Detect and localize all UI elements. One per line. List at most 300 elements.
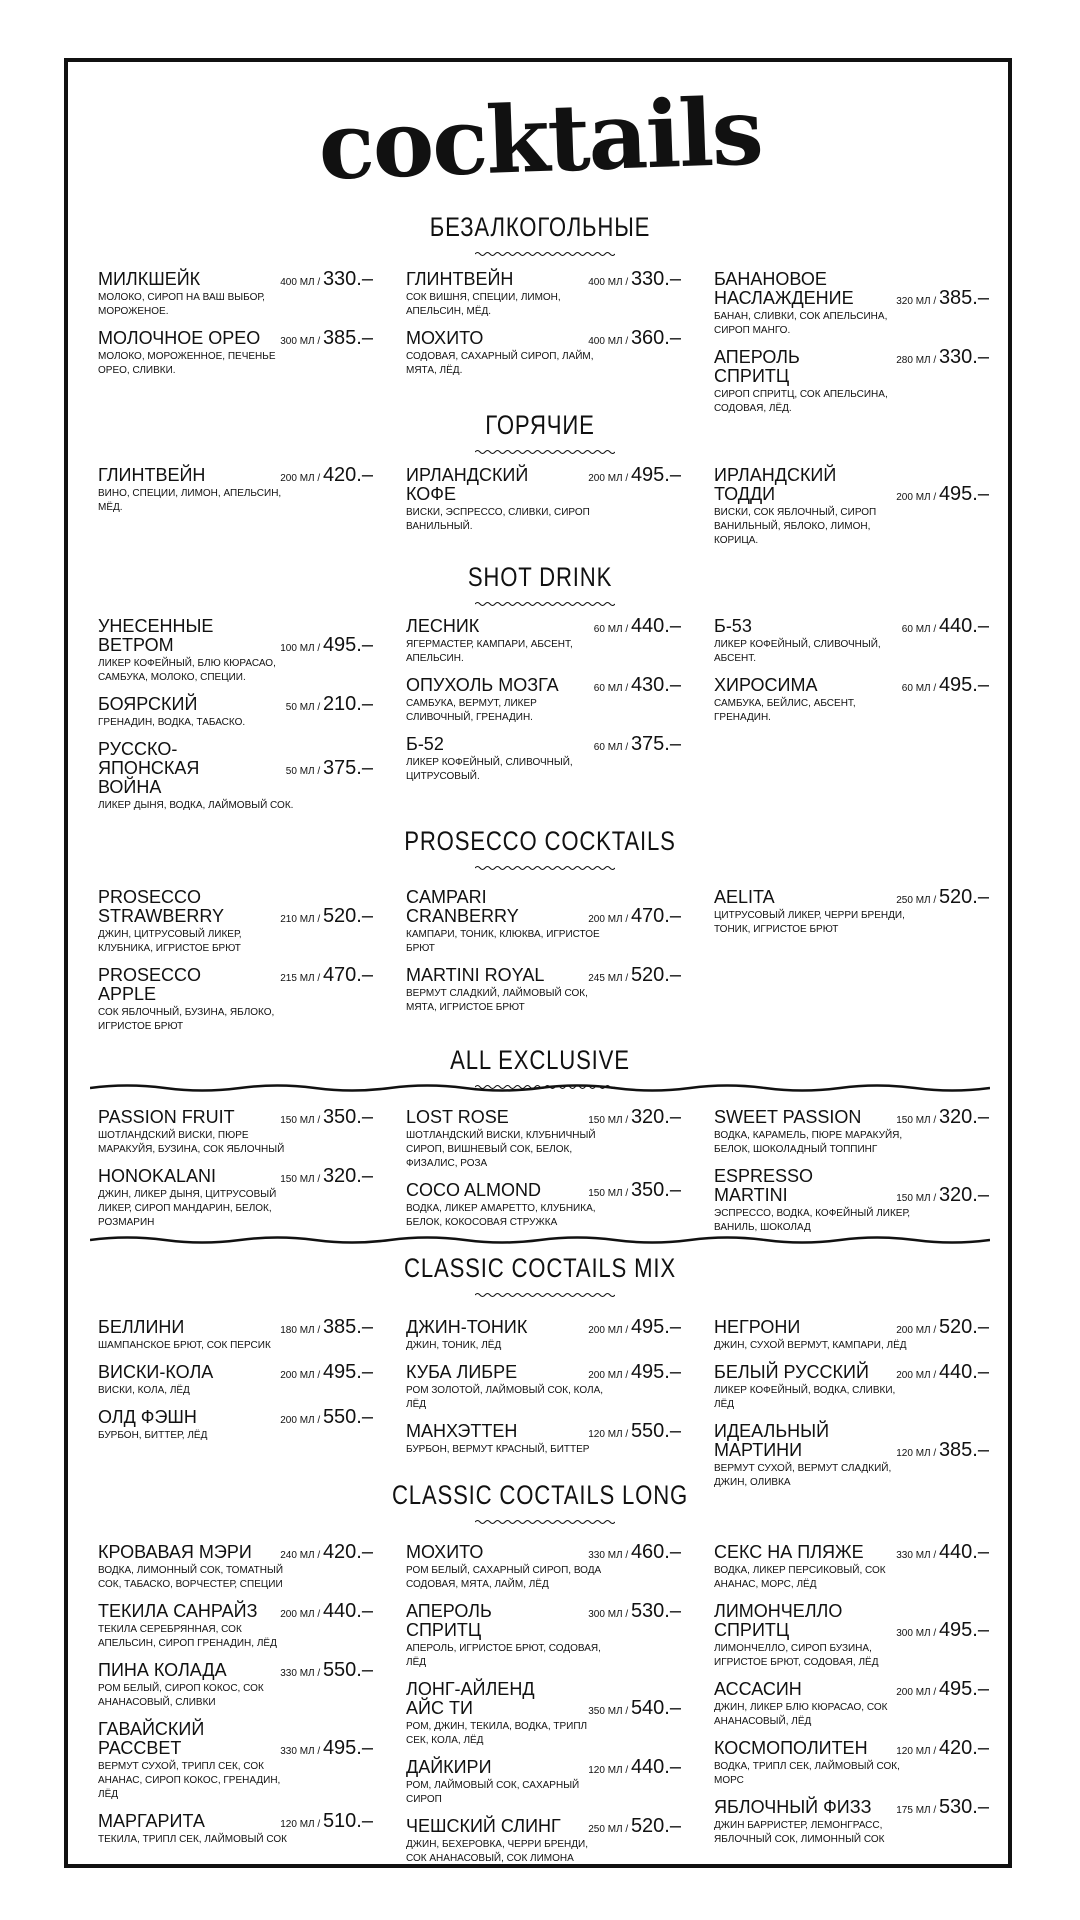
item-price: 430.– [630,674,681,696]
item-price-block [280,1165,373,1188]
item-volume: 350 МЛ / [588,1706,631,1717]
item-name: ГЛИНТВЕЙН [98,465,206,485]
item-volume: 200 МЛ / [896,1687,939,1698]
item-ingredients: ДЖИН, СУХОЙ ВЕРМУТ, КАМПАРИ, ЛЁД [714,1340,907,1351]
item-ingredients: БУРБОН, БИТТЕР, ЛЁД [98,1430,208,1441]
item-name: Б-53 [714,616,752,636]
item-price: 330.– [938,346,989,368]
item-name: ТЕКИЛА САНРАЙЗ [98,1601,258,1621]
menu-column [98,617,373,823]
menu-column [406,270,681,388]
menu-item [714,466,989,548]
item-price-block [588,1756,681,1779]
item-price-block [594,733,681,756]
item-price-block [896,1541,989,1564]
item-price: 320.– [938,1184,989,1206]
item-ingredients: ЛИКЕР ДЫНЯ, ВОДКА, ЛАЙМОВЫЙ СОК. [98,800,294,811]
item-price: 495.– [630,1316,681,1338]
item-name: CAMPARI CRANBERRY [406,887,519,926]
item-price: 350.– [322,1106,373,1128]
item-price-block [588,464,681,487]
item-ingredients: ВЕРМУТ СУХОЙ, ТРИПЛ СЕК, СОК АНАНАС, СИРОП КОКОС, ГРЕНАДИН, ЛЁД [98,1761,281,1800]
menu-column [714,1543,989,1857]
item-ingredients: ДЖИН, ЛИКЕР БЛЮ КЮРАСАО, СОК АНАНАСОВЫЙ, ЛЁД [714,1702,888,1727]
item-price: 495.– [938,483,989,505]
item-ingredients: ВОДКА, ТРИПЛ СЕК, ЛАЙМОВЫЙ СОК, МОРС [714,1761,900,1786]
item-name: АССАСИН [714,1679,802,1699]
section-title: ALL EXCLUSIVE [450,1045,630,1075]
item-price: 385.– [938,1439,989,1461]
item-price: 530.– [938,1796,989,1818]
item-price: 495.– [630,1361,681,1383]
menu-column [406,888,681,1025]
item-ingredients: ГРЕНАДИН, ВОДКА, ТАБАСКО. [98,717,246,728]
item-volume: 245 МЛ / [588,973,631,984]
item-ingredients: ВОДКА, ЛИКЕР ПЕРСИКОВЫЙ, СОК АНАНАС, МОРС, ЛЁД [714,1565,886,1590]
menu-item [406,966,681,1015]
item-ingredients: ДЖИН, ЛИКЕР ДЫНЯ, ЦИТРУСОВЫЙ ЛИКЕР, СИРОП МАНДАРИН, БЕЛОК, РОЗМАРИН [98,1189,277,1228]
item-name: LOST ROSE [406,1107,509,1127]
item-ingredients: АПЕРОЛЬ, ИГРИСТОЕ БРЮТ, СОДОВАЯ, ЛЁД [406,1643,601,1668]
item-name: АПЕРОЛЬ СПРИТЦ [714,347,800,386]
item-price-block [902,615,989,638]
menu-item [406,676,681,725]
menu-item [714,676,989,725]
menu-item [406,1318,681,1353]
item-name: КРОВАВАЯ МЭРИ [98,1542,252,1562]
item-price: 495.– [630,464,681,486]
menu-item [406,1181,681,1230]
item-price: 495.– [322,634,373,656]
item-ingredients: ЛИКЕР КОФЕЙНЫЙ, СЛИВОЧНЫЙ, ЦИТРУСОВЫЙ. [406,757,573,782]
menu-column [406,1318,681,1467]
item-price-block [280,1361,373,1384]
menu-item [406,1363,681,1412]
item-price-block [280,1406,373,1429]
menu-item [714,1363,989,1412]
item-price: 460.– [630,1541,681,1563]
item-name: КУБА ЛИБРЕ [406,1362,518,1382]
item-price-block [280,905,373,928]
section-title: ГОРЯЧИЕ [485,410,595,440]
menu-item [714,1798,989,1847]
menu-item [98,888,373,956]
item-volume: 150 МЛ / [588,1188,631,1199]
item-name: PASSION FRUIT [98,1107,235,1127]
item-volume: 400 МЛ / [280,277,323,288]
item-price-block [594,615,681,638]
item-price: 440.– [630,615,681,637]
item-name: БЕЛЫЙ РУССКИЙ [714,1362,869,1382]
item-volume: 150 МЛ / [280,1174,323,1185]
menu-item [98,329,373,378]
item-name: PROSECCO STRAWBERRY [98,887,225,926]
item-ingredients: САМБУКА, БЕЙЛИС, АБСЕНТ, ГРЕНАДИН. [714,698,856,723]
menu-column [714,1108,989,1245]
item-ingredients: РОМ, ЛАЙМОВЫЙ СОК, САХАРНЫЙ СИРОП [406,1780,580,1805]
menu-column [406,1108,681,1240]
item-name: УНЕСЕННЫЕ ВЕТРОМ [98,616,214,655]
item-volume: 200 МЛ / [280,473,323,484]
menu-item [406,1758,681,1807]
menu-column [406,466,681,544]
item-name: БОЯРСКИЙ [98,694,198,714]
item-ingredients: ВОДКА, ЛИКЕР АМАРЕТТО, КЛУБНИКА, БЕЛОК, КОКОСОВАЯ СТРУЖКА [406,1203,596,1228]
item-name: ГАВАЙСКИЙ РАССВЕТ [98,1719,205,1758]
item-price: 420.– [322,1541,373,1563]
menu-item [98,270,373,319]
item-price: 320.– [630,1106,681,1128]
item-price: 420.– [322,464,373,486]
item-price-block [280,964,373,987]
item-price: 495.– [938,1619,989,1641]
item-name: ПИНА КОЛАДА [98,1660,227,1680]
item-price: 440.– [630,1756,681,1778]
item-volume: 200 МЛ / [588,1325,631,1336]
menu-brand-title: cocktails [316,77,764,201]
menu-column [98,888,373,1044]
item-volume: 150 МЛ / [896,1193,939,1204]
menu-item [98,1408,373,1443]
item-name: СЕКС НА ПЛЯЖЕ [714,1542,864,1562]
menu-item [714,1602,989,1670]
item-price: 495.– [322,1361,373,1383]
item-volume: 60 МЛ / [593,742,631,753]
item-volume: 175 МЛ / [896,1805,939,1816]
menu-item [714,617,989,666]
item-price-block [280,1106,373,1129]
item-price: 550.– [322,1659,373,1681]
item-volume: 300 МЛ / [896,1628,939,1639]
menu-column [98,1108,373,1240]
exclusive-section-rule [90,1082,990,1094]
item-price-block [588,1541,681,1564]
item-ingredients: ДЖИН, ТОНИК, ЛЁД [406,1340,502,1351]
menu-column [406,617,681,794]
item-name: ДАЙКИРИ [406,1757,492,1777]
menu-item [406,1602,681,1670]
menu-column [98,1543,373,1857]
menu-item [406,466,681,534]
item-ingredients: ЛИКЕР КОФЕЙНЫЙ, СЛИВОЧНЫЙ, АБСЕНТ. [714,639,881,664]
item-ingredients: ДЖИН, ЦИТРУСОВЫЙ ЛИКЕР, КЛУБНИКА, ИГРИСТОЕ БРЮТ [98,929,242,954]
item-price-block [896,1737,989,1760]
item-volume: 200 МЛ / [896,492,939,503]
section-title: SHOT DRINK [467,562,613,592]
menu-item [98,1108,373,1157]
item-name: МОХИТО [406,1542,484,1562]
item-volume: 120 МЛ / [896,1448,939,1459]
item-ingredients: ВЕРМУТ СУХОЙ, ВЕРМУТ СЛАДКИЙ, ДЖИН, ОЛИВКА [714,1463,892,1488]
item-ingredients: БУРБОН, ВЕРМУТ КРАСНЫЙ, БИТТЕР [406,1444,590,1455]
item-name: COCO ALMOND [406,1180,542,1200]
item-name: ХИРОСИМА [714,675,818,695]
item-price: 385.– [938,287,989,309]
item-price-block [280,1600,373,1623]
menu-item [406,1817,681,1866]
item-volume: 150 МЛ / [588,1115,631,1126]
item-name: РУССКО-ЯПОНСКАЯ ВОЙНА [98,739,200,797]
menu-item [714,1318,989,1353]
menu-item [714,270,989,338]
item-price-block [588,1815,681,1838]
menu-item [714,888,989,937]
item-name: ЯБЛОЧНЫЙ ФИЗЗ [714,1797,872,1817]
menu-column [714,1318,989,1500]
section-title: CLASSIC COCTAILS MIX [404,1253,676,1283]
item-price: 470.– [630,905,681,927]
item-ingredients: СОК ЯБЛОЧНЫЙ, БУЗИНА, ЯБЛОКО, ИГРИСТОЕ БРЮТ [98,1007,275,1032]
item-volume: 250 МЛ / [896,895,939,906]
item-ingredients: ЯГЕРМАСТЕР, КАМПАРИ, АБСЕНТ, АПЕЛЬСИН. [406,639,573,664]
section-divider-squiggle [475,448,615,456]
item-name: ИРЛАНДСКИЙ ТОДДИ [714,465,837,504]
item-name: ЛЕСНИК [406,616,480,636]
menu-item [714,1680,989,1729]
section-divider-squiggle [475,1518,615,1526]
menu-item [98,1363,373,1398]
item-volume: 330 МЛ / [280,1746,323,1757]
item-volume: 60 МЛ / [901,624,939,635]
item-ingredients: СОДОВАЯ, САХАРНЫЙ СИРОП, ЛАЙМ, МЯТА, ЛЁД. [406,351,594,376]
item-price-block [896,483,989,506]
item-price-block [588,905,681,928]
item-volume: 50 МЛ / [285,766,323,777]
item-volume: 60 МЛ / [593,624,631,635]
item-price-block [280,1737,373,1760]
item-ingredients: ВИНО, СПЕЦИИ, ЛИМОН, АПЕЛЬСИН, МЁД. [98,488,282,513]
item-ingredients: КАМПАРИ, ТОНИК, КЛЮКВА, ИГРИСТОЕ БРЮТ [406,929,600,954]
item-price-block [588,1106,681,1129]
menu-column [98,1318,373,1453]
item-price: 350.– [630,1179,681,1201]
item-name: МАРГАРИТА [98,1811,205,1831]
item-price: 540.– [630,1697,681,1719]
item-name: ИРЛАНДСКИЙ КОФЕ [406,465,529,504]
item-name: БЕЛЛИНИ [98,1317,185,1337]
menu-item [406,329,681,378]
item-volume: 200 МЛ / [588,473,631,484]
item-name: ЧЕШСКИЙ СЛИНГ [406,1816,561,1836]
item-price-block [280,464,373,487]
item-price: 550.– [630,1420,681,1442]
item-price-block [896,346,989,369]
item-name: АПЕРОЛЬ СПРИТЦ [406,1601,492,1640]
menu-item [98,1661,373,1710]
menu-item [98,1812,373,1847]
item-ingredients: ВОДКА, КАРАМЕЛЬ, ПЮРЕ МАРАКУЙЯ, БЕЛОК, ШОКОЛАДНЫЙ ТОППИНГ [714,1130,903,1155]
menu-column [98,466,373,525]
item-price-block [896,1184,989,1207]
item-volume: 200 МЛ / [896,1370,939,1381]
item-ingredients: РОМ БЕЛЫЙ, САХАРНЫЙ СИРОП, ВОДА СОДОВАЯ, МЯТА, ЛАЙМ, ЛЁД [406,1565,602,1590]
menu-column [714,466,989,558]
item-ingredients: МОЛОКО, МОРОЖЕННОЕ, ПЕЧЕНЬЕ ОРЕО, СЛИВКИ. [98,351,276,376]
item-volume: 300 МЛ / [280,336,323,347]
item-price: 510.– [322,1810,373,1832]
menu-item [98,1543,373,1592]
item-price-block [280,634,373,657]
item-name: МИЛКШЕЙК [98,269,201,289]
item-volume: 400 МЛ / [588,277,631,288]
item-ingredients: ВЕРМУТ СЛАДКИЙ, ЛАЙМОВЫЙ СОК, МЯТА, ИГРИСТОЕ БРЮТ [406,988,588,1013]
item-price-block [588,268,681,291]
item-volume: 120 МЛ / [588,1765,631,1776]
item-price: 520.– [938,1316,989,1338]
item-price-block [594,674,681,697]
item-ingredients: РОМ ЗОЛОТОЙ, ЛАЙМОВЫЙ СОК, КОЛА, ЛЁД [406,1385,604,1410]
item-price-block [896,1678,989,1701]
item-price: 495.– [938,674,989,696]
item-price-block [588,1600,681,1623]
item-ingredients: СОК ВИШНЯ, СПЕЦИИ, ЛИМОН, АПЕЛЬСИН, МЁД. [406,292,561,317]
item-volume: 330 МЛ / [280,1668,323,1679]
item-price: 550.– [322,1406,373,1428]
item-price: 495.– [938,1678,989,1700]
menu-item [98,1167,373,1230]
item-ingredients: САМБУКА, ВЕРМУТ, ЛИКЕР СЛИВОЧНЫЙ, ГРЕНАДИН. [406,698,537,723]
item-ingredients: СИРОП СПРИТЦ, СОК АПЕЛЬСИНА, СОДОВАЯ, ЛЁД. [714,389,888,414]
item-name: ESPRESSO MARTINI [714,1166,814,1205]
item-volume: 200 МЛ / [896,1325,939,1336]
section-divider-squiggle [475,250,615,258]
menu-item [406,1543,681,1592]
item-price-block [588,1361,681,1384]
menu-column [714,617,989,735]
item-ingredients: БАНАН, СЛИВКИ, СОК АПЕЛЬСИНА, СИРОП МАНГО. [714,311,888,336]
item-price: 375.– [322,757,373,779]
item-volume: 150 МЛ / [896,1115,939,1126]
menu-item [406,735,681,784]
item-name: БАНАНОВОЕ НАСЛАЖДЕНИЕ [714,269,854,308]
item-name: AELITA [714,887,775,907]
item-price: 360.– [630,327,681,349]
item-name: ГЛИНТВЕЙН [406,269,514,289]
item-price: 375.– [630,733,681,755]
item-name: PROSECCO APPLE [98,965,202,1004]
item-name: ИДЕАЛЬНЫЙ МАРТИНИ [714,1421,830,1460]
item-price: 440.– [322,1600,373,1622]
item-price-block [896,287,989,310]
item-name: ОПУХОЛЬ МОЗГА [406,675,559,695]
item-ingredients: ЛИМОНЧЕЛЛО, СИРОП БУЗИНА, ИГРИСТОЕ БРЮТ, СОДОВАЯ, ЛЁД [714,1643,879,1668]
item-volume: 215 МЛ / [280,973,323,984]
item-name: ДЖИН-ТОНИК [406,1317,528,1337]
item-price-block [896,1619,989,1642]
item-volume: 330 МЛ / [588,1550,631,1561]
item-price-block [896,1361,989,1384]
item-price-block [280,268,373,291]
item-ingredients: ТЕКИЛА, ТРИПЛ СЕК, ЛАЙМОВЫЙ СОК [98,1834,287,1845]
item-volume: 400 МЛ / [588,336,631,347]
item-price-block [280,327,373,350]
item-price-block [286,693,373,716]
item-volume: 120 МЛ / [280,1819,323,1830]
item-volume: 210 МЛ / [280,914,323,925]
item-ingredients: ДЖИН, БЕХЕРОВКА, ЧЕРРИ БРЕНДИ, СОК АНАНАСОВЫЙ, СОК ЛИМОНА [406,1839,588,1864]
item-volume: 150 МЛ / [280,1115,323,1126]
item-ingredients: ДЖИН БАРРИСТЕР, ЛЕМОНГРАСС, ЯБЛОЧНЫЙ СОК, ЛИМОННЫЙ СОК [714,1820,885,1845]
menu-item [98,966,373,1034]
item-ingredients: МОЛОКО, СИРОП НА ВАШ ВЫБОР, МОРОЖЕНОЕ. [98,292,265,317]
item-price-block [896,1106,989,1129]
item-name: МОХИТО [406,328,484,348]
menu-item [98,740,373,813]
item-name: MARTINI ROYAL [406,965,545,985]
item-volume: 60 МЛ / [901,683,939,694]
item-name: Б-52 [406,734,444,754]
item-price-block [896,1439,989,1462]
item-ingredients: ШАМПАНСКОЕ БРЮТ, СОК ПЕРСИК [98,1340,271,1351]
item-name: ЛОНГ-АЙЛЕНД АЙС ТИ [406,1679,535,1718]
item-name: НЕГРОНИ [714,1317,801,1337]
menu-item [406,1422,681,1457]
menu-item [714,1108,989,1157]
item-price-block [588,1697,681,1720]
exclusive-section-rule [90,1234,990,1246]
item-ingredients: ШОТЛАНДСКИЙ ВИСКИ, КЛУБНИЧНЫЙ СИРОП, ВИШНЕВЫЙ СОК, БЕЛОК, ФИЗАЛИС, РОЗА [406,1130,596,1169]
item-volume: 200 МЛ / [280,1370,323,1381]
item-price: 330.– [630,268,681,290]
item-price: 520.– [322,905,373,927]
menu-column [406,1543,681,1876]
item-price-block [286,757,373,780]
item-ingredients: РОМ, ДЖИН, ТЕКИЛА, ВОДКА, ТРИПЛ СЕК, КОЛА, ЛЁД [406,1721,588,1746]
menu-item [98,1602,373,1651]
item-name: МОЛОЧНОЕ ОРЕО [98,328,261,348]
menu-item [406,270,681,319]
item-price: 320.– [938,1106,989,1128]
item-price: 330.– [322,268,373,290]
item-price: 495.– [322,1737,373,1759]
item-volume: 120 МЛ / [896,1746,939,1757]
item-ingredients: ЛИКЕР КОФЕЙНЫЙ, ВОДКА, СЛИВКИ, ЛЁД [714,1385,896,1410]
item-price: 385.– [322,327,373,349]
item-name: HONOKALANI [98,1166,217,1186]
menu-item [406,888,681,956]
menu-item [98,695,373,730]
item-price-block [588,1420,681,1443]
item-price: 420.– [938,1737,989,1759]
item-ingredients: ШОТЛАНДСКИЙ ВИСКИ, ПЮРЕ МАРАКУЙЯ, БУЗИНА, СОК ЯБЛОЧНЫЙ [98,1130,285,1155]
section-divider-squiggle [475,600,615,608]
menu-item [98,617,373,685]
item-price: 520.– [938,886,989,908]
item-price: 520.– [630,1815,681,1837]
item-price-block [280,1810,373,1833]
menu-item [98,1720,373,1802]
item-price-block [280,1316,373,1339]
item-price: 530.– [630,1600,681,1622]
menu-item [406,617,681,666]
item-name: КОСМОПОЛИТЕН [714,1738,868,1758]
item-ingredients: ЛИКЕР КОФЕЙНЫЙ, БЛЮ КЮРАСАО, САМБУКА, МОЛОКО, СПЕЦИИ. [98,658,276,683]
item-volume: 320 МЛ / [896,296,939,307]
item-name: МАНХЭТТЕН [406,1421,518,1441]
item-ingredients: ВИСКИ, ЭСПРЕССО, СЛИВКИ, СИРОП ВАНИЛЬНЫЙ. [406,507,590,532]
item-volume: 180 МЛ / [280,1325,323,1336]
section-title: CLASSIC COCTAILS LONG [391,1480,689,1510]
item-price-block [280,1541,373,1564]
menu-item [714,348,989,416]
item-volume: 50 МЛ / [285,702,323,713]
item-price-block [896,1796,989,1819]
item-name: ЛИМОНЧЕЛЛО СПРИТЦ [714,1601,843,1640]
item-price-block [896,1316,989,1339]
item-price-block [902,674,989,697]
item-ingredients: РОМ БЕЛЫЙ, СИРОП КОКОС, СОК АНАНАСОВЫЙ, СЛИВКИ [98,1683,264,1708]
item-volume: 100 МЛ / [280,643,323,654]
